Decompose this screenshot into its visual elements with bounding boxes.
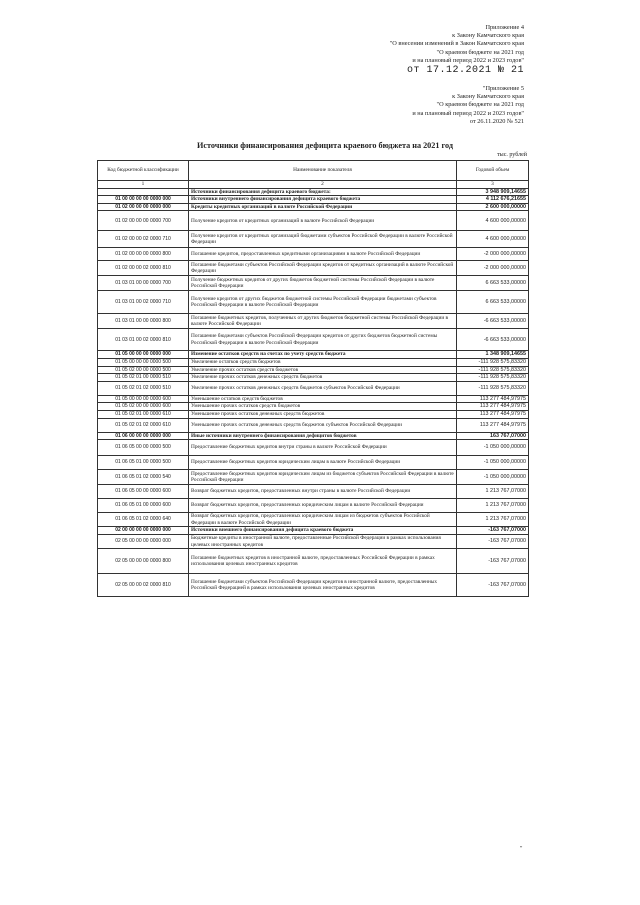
cell-code: 01 00 00 00 00 0000 000 xyxy=(98,196,189,204)
appendix-header-4 xyxy=(390,24,524,77)
table-row xyxy=(98,261,529,276)
cell-code: 01 06 05 01 02 0000 640 xyxy=(98,513,189,527)
column-header-code: Код бюджетной классификации xyxy=(98,161,189,181)
cell-amount: 113 277 484,97975 xyxy=(457,410,529,418)
cell-amount: 3 948 909,14655 xyxy=(457,188,529,196)
cell-amount: -163 767,07000 xyxy=(457,534,529,548)
cell-code: 01 05 02 00 00 0000 600 xyxy=(98,403,189,411)
cell-name: Иные источники внутреннего финансирования дефицитов бюджетов xyxy=(189,432,457,440)
table-row xyxy=(98,188,529,196)
cell-name: Погашение бюджетами субъектов Российской Федерации кредитов в иностранной валюте, предоставленных Российской Федерацией в рамках использования целевых иностранных кредитов xyxy=(189,574,457,597)
cell-amount: -1 050 000,00000 xyxy=(457,440,529,456)
cell-code: 01 02 00 00 00 0000 000 xyxy=(98,203,189,211)
cell-code: 01 05 02 01 02 0000 610 xyxy=(98,418,189,432)
cell-code: 01 06 05 01 00 0000 600 xyxy=(98,499,189,513)
cell-name: Уменьшение прочих остатков средств бюджетов xyxy=(189,403,457,411)
cell-amount: -163 767,07000 xyxy=(457,527,529,535)
cell-code: 01 06 00 00 00 0000 000 xyxy=(98,432,189,440)
cell-code: 01 02 00 00 00 0000 700 xyxy=(98,211,189,231)
table-row xyxy=(98,485,529,499)
table-row xyxy=(98,329,529,351)
table-row xyxy=(98,248,529,261)
table-row xyxy=(98,499,529,513)
cell-amount: -111 928 575,83320 xyxy=(457,381,529,395)
cell-name: Предоставление бюджетных кредитов юридическим лицам в валюте Российской Федерации xyxy=(189,456,457,470)
table-row xyxy=(98,574,529,597)
cell-amount: -2 000 000,00000 xyxy=(457,261,529,276)
column-number-3: 3 xyxy=(457,181,529,189)
cell-code: 02 05 00 00 00 0000 800 xyxy=(98,549,189,574)
table-row xyxy=(98,276,529,291)
cell-name: Уменьшение прочих остатков денежных средств бюджетов xyxy=(189,410,457,418)
law-title-line: и на плановый период 2022 и 2023 годов" xyxy=(412,109,524,117)
table-header-row xyxy=(98,161,529,181)
cell-amount: -163 767,07000 xyxy=(457,549,529,574)
cell-code: 01 05 02 00 00 0000 500 xyxy=(98,366,189,374)
cell-amount: -111 928 575,83320 xyxy=(457,374,529,382)
law-title-line: "О внесении изменений в Закон Камчатского края xyxy=(389,40,524,48)
cell-amount: 6 663 533,00000 xyxy=(457,291,529,314)
table-row xyxy=(98,440,529,456)
cell-code: 01 05 00 00 00 0000 500 xyxy=(98,358,189,366)
cell-amount: -163 767,07000 xyxy=(457,574,529,597)
cell-amount: 1 213 767,07000 xyxy=(457,513,529,527)
cell-name: Получение кредитов от других бюджетов бюджетной системы Российской Федерации бюджетами субъектов Российской Федерации в валюте Российской Федерации xyxy=(189,291,457,314)
cell-code: 01 05 02 01 00 0000 610 xyxy=(98,410,189,418)
cell-amount: 113 277 484,97975 xyxy=(457,395,529,403)
column-header-name: Наименование показателя xyxy=(189,161,457,181)
cell-code: 01 03 01 00 00 0000 700 xyxy=(98,276,189,291)
table-row xyxy=(98,418,529,432)
table-row xyxy=(98,374,529,382)
cell-code: 01 05 02 01 02 0000 510 xyxy=(98,381,189,395)
cell-amount: -1 050 000,00000 xyxy=(457,456,529,470)
cell-name: Кредиты кредитных организаций в валюте Российской Федерации xyxy=(189,203,457,211)
cell-amount: -111 928 575,83320 xyxy=(457,366,529,374)
table-row xyxy=(98,381,529,395)
table-row xyxy=(98,403,529,411)
column-number-1: 1 xyxy=(98,181,189,189)
cell-name: Увеличение прочих остатков денежных средств бюджетов субъектов Российской Федерации xyxy=(189,381,457,395)
cell-code: 01 02 00 00 02 0000 710 xyxy=(98,231,189,248)
cell-amount: 6 663 533,00000 xyxy=(457,276,529,291)
cell-amount: -6 663 533,00000 xyxy=(457,314,529,329)
column-number-2: 2 xyxy=(189,181,457,189)
cell-amount: 4 112 676,21655 xyxy=(457,196,529,204)
table-row xyxy=(98,366,529,374)
cell-code: 01 06 05 01 00 0000 500 xyxy=(98,456,189,470)
table-row xyxy=(98,527,529,535)
cell-amount: -111 928 575,83320 xyxy=(457,358,529,366)
table-row xyxy=(98,513,529,527)
table-row xyxy=(98,456,529,470)
table-row xyxy=(98,211,529,231)
table-row xyxy=(98,549,529,574)
closing-quote-mark: " xyxy=(520,846,523,852)
cell-name: Предоставление бюджетных кредитов внутри страны в валюте Российской Федерации xyxy=(189,440,457,456)
unit-label: тыс. рублей xyxy=(497,152,527,158)
cell-name: Увеличение прочих остатков средств бюджетов xyxy=(189,366,457,374)
cell-code: 01 03 01 00 00 0000 800 xyxy=(98,314,189,329)
cell-name: Возврат бюджетных кредитов, предоставленных внутри страны в валюте Российской Федерации xyxy=(189,485,457,499)
cell-name: Предоставление бюджетных кредитов юридическим лицам из бюджетов субъектов Российской Федерации в валюте Российской Федерации xyxy=(189,470,457,485)
cell-amount: 1 213 767,07000 xyxy=(457,499,529,513)
cell-name: Увеличение прочих остатков денежных средств бюджетов xyxy=(189,374,457,382)
cell-name: Уменьшение прочих остатков денежных средств бюджетов субъектов Российской Федерации xyxy=(189,418,457,432)
cell-name: Источники внешнего финансирования дефицита краевого бюджета xyxy=(189,527,457,535)
cell-code: 01 06 05 01 02 0000 540 xyxy=(98,470,189,485)
cell-name: Получение кредитов от кредитных организаций бюджетами субъектов Российской Федерации в валюте Российской Федерации xyxy=(189,231,457,248)
cell-amount: -1 050 000,00000 xyxy=(457,470,529,485)
table-row xyxy=(98,231,529,248)
column-header-amount: Годовой объем xyxy=(457,161,529,181)
appendix-header-5 xyxy=(412,85,524,126)
cell-code: 01 02 00 00 02 0000 810 xyxy=(98,261,189,276)
cell-name: Источники внутреннего финансирования дефицита краевого бюджета xyxy=(189,196,457,204)
cell-amount: -2 000 000,00000 xyxy=(457,248,529,261)
cell-name: Возврат бюджетных кредитов, предоставленных юридическим лицам в валюте Российской Федерации xyxy=(189,499,457,513)
cell-code: 01 06 05 00 00 0000 600 xyxy=(98,485,189,499)
document-title: Источники финансирования дефицита краевого бюджета на 2021 год xyxy=(196,141,454,150)
law-title-line: "О краевом бюджете на 2021 год xyxy=(436,48,524,56)
cell-amount: 163 767,07000 xyxy=(457,432,529,440)
table-row xyxy=(98,203,529,211)
cell-code: 01 03 01 00 02 0000 710 xyxy=(98,291,189,314)
cell-name: Погашение бюджетных кредитов в иностранной валюте, предоставленных Российской Федерации в рамках использования целевых иностранных кредитов xyxy=(189,549,457,574)
cell-name: Погашение бюджетами субъектов Российской Федерации кредитов от кредитных организаций в валюте Российской Федерации xyxy=(189,261,457,276)
cell-amount: 4 600 000,00000 xyxy=(457,211,529,231)
table-row xyxy=(98,351,529,359)
cell-amount: 2 600 000,00000 xyxy=(457,203,529,211)
cell-name: Уменьшение остатков средств бюджетов xyxy=(189,395,457,403)
cell-name: Погашение кредитов, предоставленных кредитными организациями в валюте Российской Федерации xyxy=(189,248,457,261)
cell-code: 02 05 00 00 00 0000 000 xyxy=(98,534,189,548)
table-row xyxy=(98,432,529,440)
cell-code: 01 05 00 00 00 0000 000 xyxy=(98,351,189,359)
law-date-number: от 17.12.2021 № 21 xyxy=(406,65,524,77)
cell-code: 01 05 00 00 00 0000 600 xyxy=(98,395,189,403)
appendix-number: Приложение 4 xyxy=(485,24,524,31)
table-row xyxy=(98,291,529,314)
cell-code: 02 05 00 00 02 0000 810 xyxy=(98,574,189,597)
cell-name: Получение бюджетных кредитов от других бюджетов бюджетной системы Российской Федерации в валюте Российской Федерации xyxy=(189,276,457,291)
table-row xyxy=(98,314,529,329)
table-row xyxy=(98,196,529,204)
cell-name: Возврат бюджетных кредитов, предоставленных юридическим лицам из бюджетов субъектов Российской Федерации в валюте Российской Федерации xyxy=(189,513,457,527)
cell-amount: -6 663 533,00000 xyxy=(457,329,529,351)
financing-sources-table xyxy=(97,160,529,597)
cell-code: 01 02 00 00 00 0000 800 xyxy=(98,248,189,261)
cell-amount: 4 600 000,00000 xyxy=(457,231,529,248)
law-date-number: от 26.11.2020 № 521 xyxy=(469,117,524,125)
cell-code: 02 00 00 00 00 0000 000 xyxy=(98,527,189,535)
cell-name: Изменение остатков средств на счетах по учету средств бюджета xyxy=(189,351,457,359)
cell-name: Получение кредитов от кредитных организаций в валюте Российской Федерации xyxy=(189,211,457,231)
appendix-number: "Приложение 5 xyxy=(482,85,524,92)
cell-amount: 1 348 909,14655 xyxy=(457,351,529,359)
cell-amount: 113 277 484,97975 xyxy=(457,418,529,432)
table-row xyxy=(98,358,529,366)
cell-code: 01 06 05 00 00 0000 500 xyxy=(98,440,189,456)
cell-amount: 113 277 484,97975 xyxy=(457,403,529,411)
law-title-line: "О краевом бюджете на 2021 год xyxy=(436,101,524,109)
table-row xyxy=(98,470,529,485)
table-row xyxy=(98,395,529,403)
law-title-line: и на плановый период 2022 и 2023 годов" xyxy=(412,56,524,64)
cell-name: Погашение бюджетами субъектов Российской Федерации кредитов от других бюджетов бюджетной системы Российской Федерации в валюте Российской Федерации xyxy=(189,329,457,351)
cell-name: Увеличение остатков средств бюджетов xyxy=(189,358,457,366)
law-reference: к Закону Камчатского края xyxy=(452,93,524,101)
cell-code: 01 03 01 00 02 0000 810 xyxy=(98,329,189,351)
table-row xyxy=(98,410,529,418)
cell-name: Бюджетные кредиты в иностранной валюте, предоставленные Российской Федерации в рамках использования целевых иностранных кредитов xyxy=(189,534,457,548)
cell-name: Погашение бюджетных кредитов, полученных от других бюджетов бюджетной системы Российской Федерации в валюте Российской Федерации xyxy=(189,314,457,329)
table-row xyxy=(98,534,529,548)
cell-code xyxy=(98,188,189,196)
cell-amount: 1 213 767,07000 xyxy=(457,485,529,499)
cell-name: Источники финансирования дефицита краевого бюджета: xyxy=(189,188,457,196)
table-number-row xyxy=(98,181,529,189)
law-reference: к Закону Камчатского края xyxy=(452,32,524,40)
cell-code: 01 05 02 01 00 0000 510 xyxy=(98,374,189,382)
